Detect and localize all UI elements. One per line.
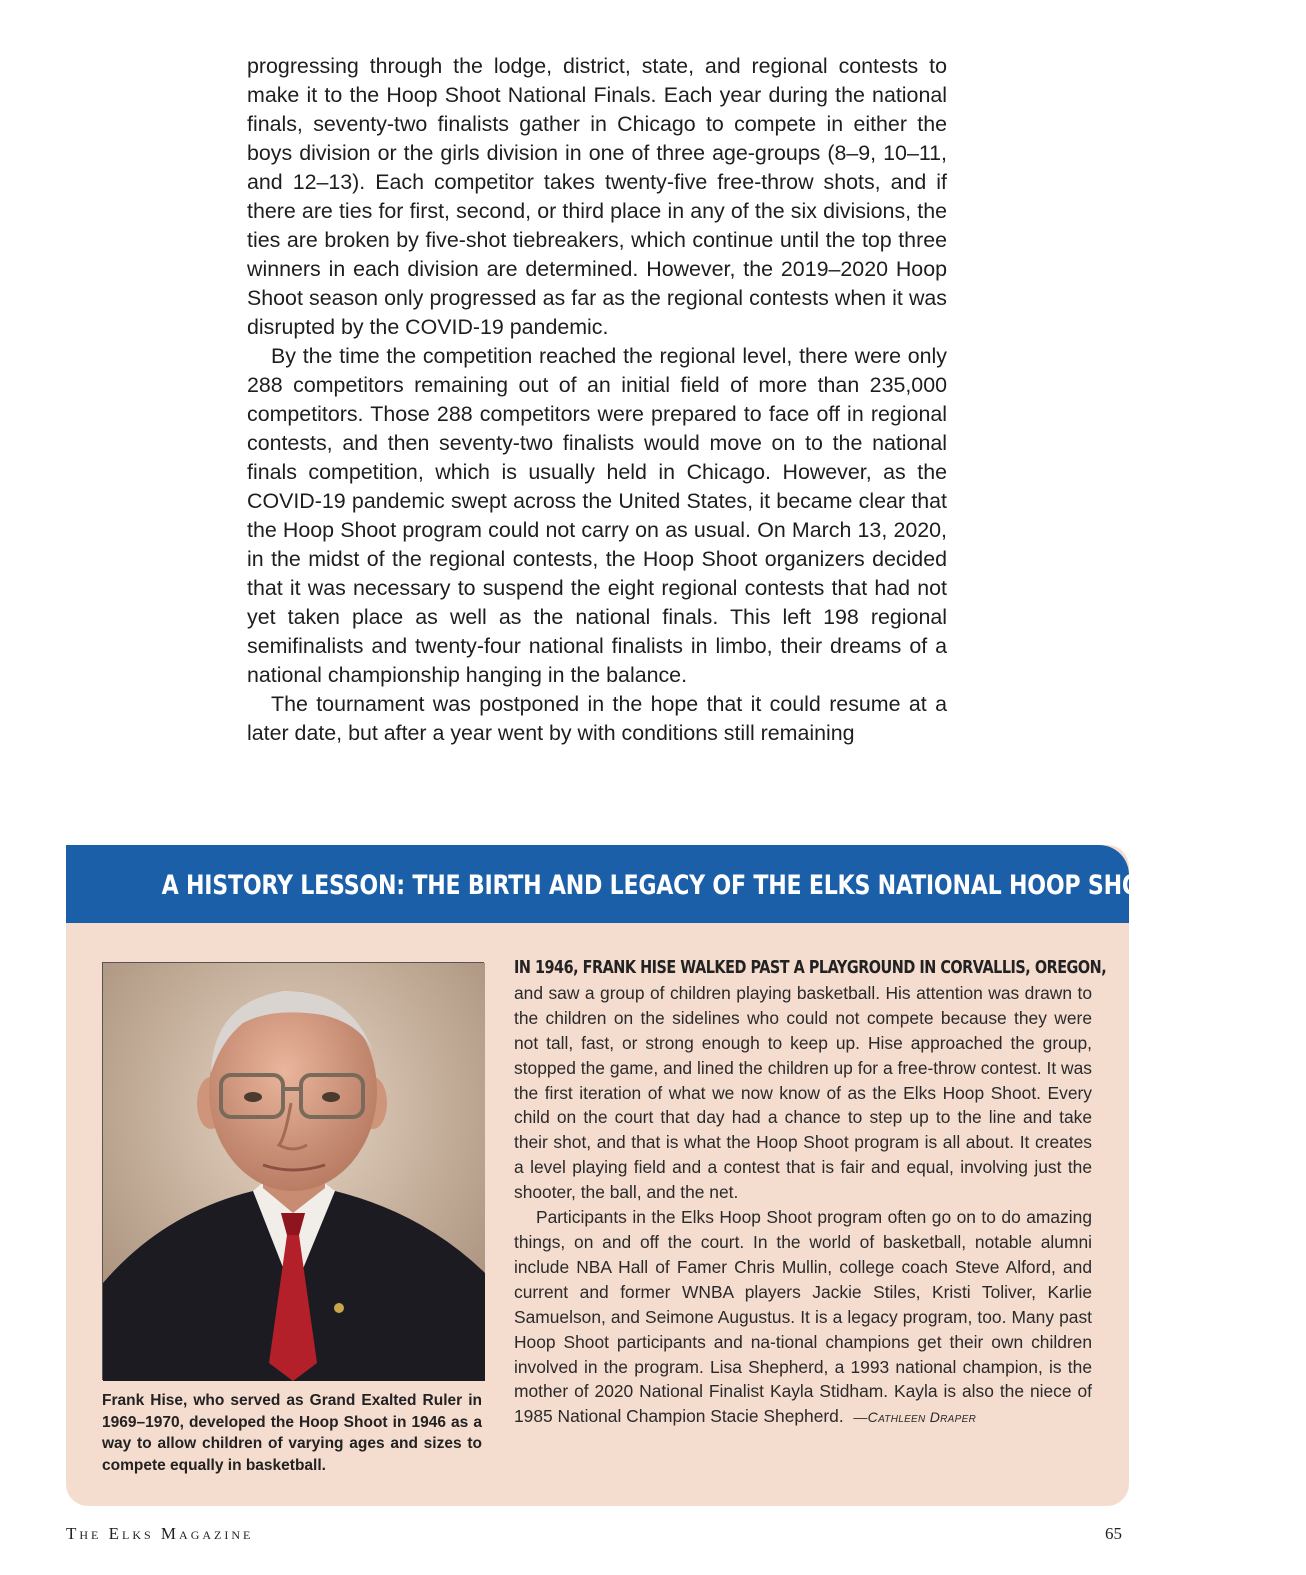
publication-name — [66, 1524, 253, 1544]
history-sidebar — [66, 845, 1306, 1506]
sidebar-paragraph-1 — [514, 955, 1107, 1205]
body-paragraph-3: The tournament was postponed in the hope that it could resume at a later date, but after a year went by with conditions still remaining — [247, 692, 947, 745]
lead-in-heading: IN 1946, FRANK HISE WALKED PAST A PLAYGROUND IN CORVALLIS, OREGON, — [514, 957, 1107, 978]
sidebar-header-bar — [66, 845, 1306, 923]
body-paragraph-1: progressing through the lodge, district, state, and regional contests to make it to the Hoop Shoot National Finals. Each year during the national finals, seventy-two finalists gather in Chicago to compete in either the boys division or the girls division in one of three age-groups (8–9, 10–11, and 12–13). Each competitor takes twenty-five free-throw shots, and if there are ties for first, second, or third place in any of the six divisions, the ties are broken by five-shot tiebreakers, which continue until the top three winners in each division are determined. However, the 2019–2020 Hoop Shoot season only progressed as far as the regional contests when it was disrupted by the COVID-19 pandemic. — [247, 54, 947, 339]
photo-caption: Frank Hise, who served as Grand Exalted Ruler in 1969–1970, developed the Hoop Shoot in 1946 as a way to allow children of varying ages and sizes to compete equally in basketball. — [102, 1392, 482, 1474]
sidebar-article — [514, 955, 1107, 1430]
author-byline: —Cathleen Draper — [853, 1409, 977, 1426]
page-number: 65 — [1105, 1524, 1122, 1543]
sidebar-paragraph-1-text: and saw a group of children playing basketball. His attention was drawn to the children on the sidelines who could not compete because they were not tall, fast, or strong enough to keep up. Hise approached the group, stopped the game, and lined the children up for a free-throw contest. It was the first iteration of what we now know of as the Elks Hoop Shoot. Every child on the court that day had a chance to step up to the line and take their shot, and that is what the Hoop Shoot program is all about. It creates a level playing field and a contest that is fair and equal, involving just the shooter, the ball, and the net. — [514, 982, 1092, 1203]
sidebar-paragraph-2-text: Participants in the Elks Hoop Shoot program often go on to do amazing things, on and off the court. In the world of basketball, notable alumni include NBA Hall of Famer Chris Mullin, college coach Steve Alford, and current and former WNBA players Jackie Stiles, Kristi Toliver, Karlie Samuelson, and Seimone Augustus. It is a legacy program, too. Many past Hoop Shoot participants and na-tional champions get their own children involved in the program. Lisa Shepherd, a 1993 national champion, is the mother of 2020 National Finalist Kayla Stidham. Kayla is also the niece of 1985 National Champion Stacie Shepherd. — [514, 1207, 1092, 1427]
sidebar-title: A HISTORY LESSON: THE BIRTH AND LEGACY OF THE ELKS NATIONAL HOOP SHOOT PROGRAM — [161, 870, 1306, 901]
sidebar-paragraph-2 — [514, 1205, 1092, 1430]
publication-name-text: The Elks Magazine — [66, 1524, 254, 1543]
body-paragraph-2: By the time the competition reached the regional level, there were only 288 competitors remaining out of an initial field of more than 235,000 competitors. Those 288 competitors were prepared to face off in regional contests, and then seventy-two finalists would move on to the national finals competition, which is usually held in Chicago. However, as the COVID-19 pandemic swept across the United States, it became clear that the Hoop Shoot program could not carry on as usual. On March 13, 2020, in the midst of the regional contests, the Hoop Shoot organizers decided that it was necessary to suspend the eight regional contests that had not yet taken place as well as the national finals. This left 198 regional semifinalists and twenty-four national finalists in limbo, their dreams of a national championship hanging in the balance. — [247, 344, 947, 687]
main-article-body — [247, 52, 947, 748]
frank-hise-portrait — [102, 962, 484, 1380]
